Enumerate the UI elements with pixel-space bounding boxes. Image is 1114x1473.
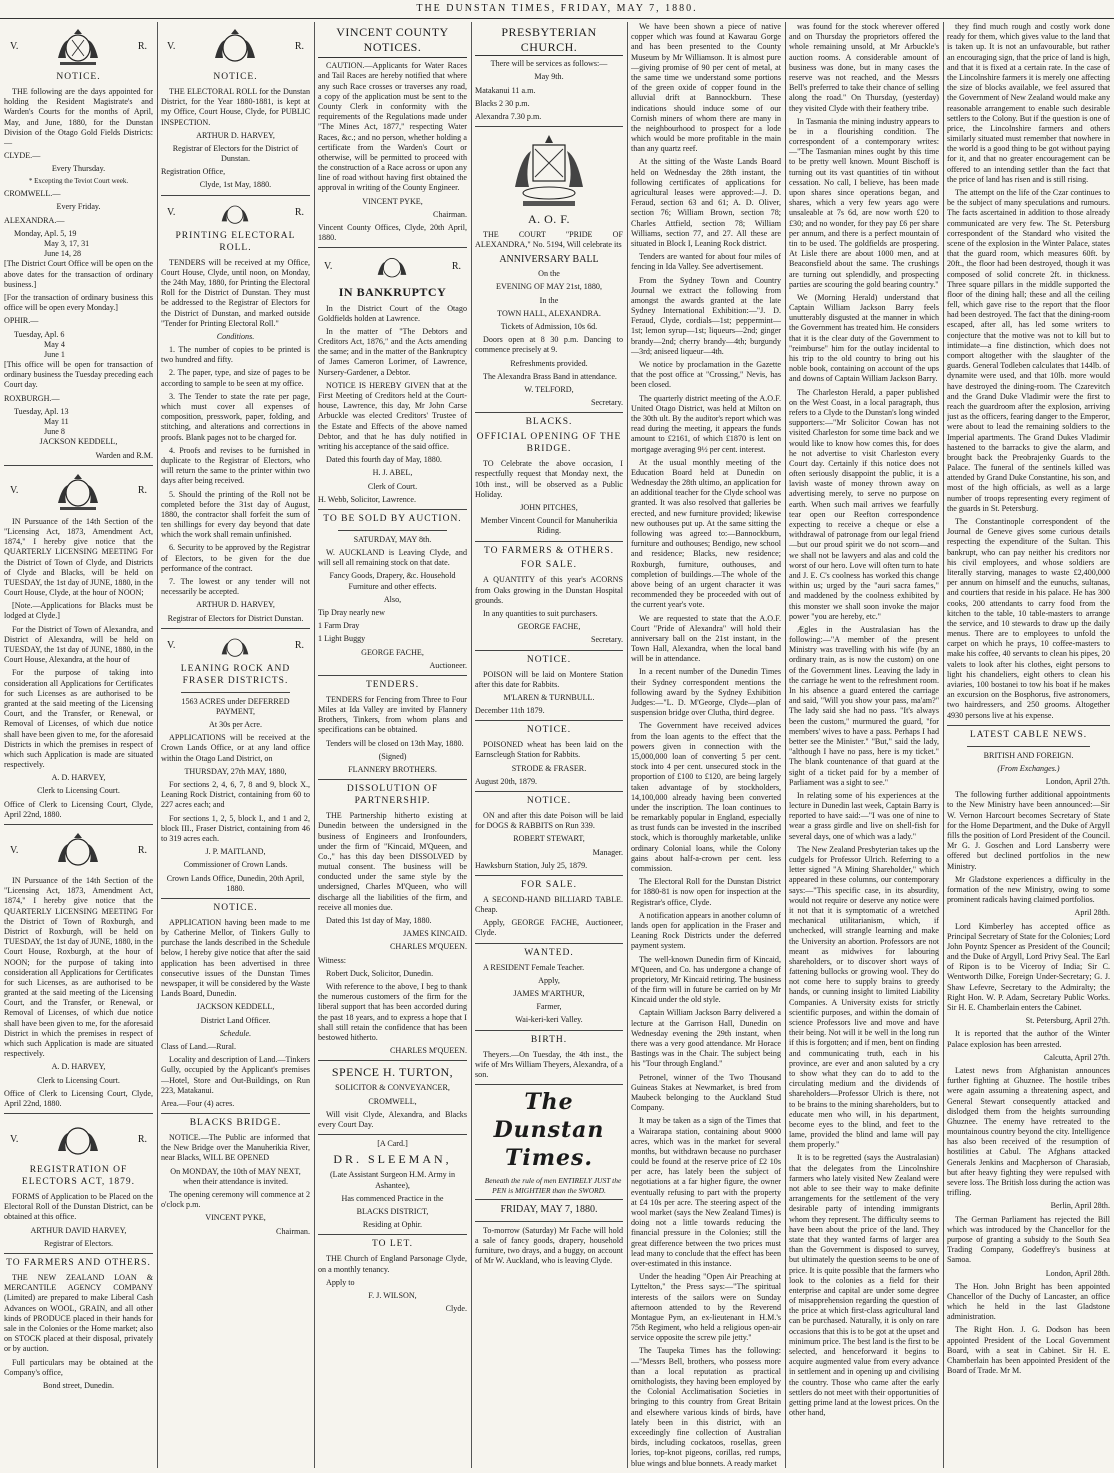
news-paragraph: The Taupeka Times has the following:—"Messrs Bell, brothers, who possess more than a local reputation as practical ornithologists, they having been employed by the Colonial Acclimatisation Societies in bringing to this country from Great Britain and elsewhere various kinds of birds, have lately been in this district, with an exceedingly fine collection of Australian birds, including cockatoos, rosellas, green lories, top-knot pigeons, corillas, red rumps, blue wings and blue bonnets. A ready market (631, 1346, 781, 1468)
news-paragraph: Petronel, winner of the Two Thousand Guineas Stakes at Newmarket, is bred from Maubeck belonging to the Auckland Stud Company. (631, 1072, 781, 1113)
signature: J. P. MAITLAND, (205, 847, 266, 857)
bankruptcy-heading: IN BANKRUPTCY (338, 285, 447, 300)
signature: ARTHUR D. HARVEY, (196, 130, 275, 140)
cable-paragraph: Mr Gladstone experiences a difficulty in the formation of the new Ministry, owing to some prominent radicals having claimed portfolios. (947, 874, 1110, 905)
turton-heading: SPENCE H. TURTON, (331, 1065, 454, 1080)
crest-v: V. (167, 40, 176, 52)
cable-source: (From Exchanges.) (997, 763, 1060, 773)
signature: VINCENT PYKE, (362, 196, 423, 206)
thanks-notice: With reference to the above, I beg to thank the numerous customers of the firm for the liberal support that has been accorded during the past 18 years, and to express a hope that I shall still retain the confidence that has been bestowed hitherto. (318, 981, 467, 1042)
cable-paragraph: Latest news from Afghanistan announces further fighting at Ghuznee. The hostile tribes were again assuming a threatening aspect, and General Stewart consequently attacked and dislodged them from the heights surrounding Ghuznee. The enemy have retreated to the mountainous country beyond the city. Intelligence has also been received of the resumption of hostilities at Cabul. The Afghans attacked Generals Jenkins and Macpherson of Charasiab, but after heavy fighting they were repulsed with severe loss. The British loss during the action was trifling. (947, 1065, 1110, 1198)
loan-agency-notice: THE NEW ZEALAND LOAN & MERCANTILE AGENCY COMPANY (Limited) are prepared to make Liberal Cash Advances on WOOL, GRAIN, and all other kinds of PRODUCE placed in their hands for sale in the Colonies or the Home market; also on STOCK placed at their disposal, privately or by auction. (4, 1273, 153, 1354)
schedule-row: Tuesday, Apl. 13 (14, 406, 69, 416)
royal-coat-of-arms-icon (52, 1119, 104, 1161)
crest-v: V. (324, 261, 333, 273)
royal-coat-of-arms-icon (52, 830, 104, 872)
notice-date: December 11th 1879. (475, 706, 545, 716)
royal-crest (167, 25, 304, 69)
news-paragraph: It is to be regretted (says the Australasian) that the delegates from the Lincolnshire farmers who lately visited New Zealand were not able to see their way to make definite arrangements for the settlement of the very desirable party of intending immigrants whom they represent. The difficulty seems to have been about the price of the land. They state that they wanted farms of larger area than the Government is disposed to survey, but ultimately the question seems to be one of price. It is quite possible that the farmers who look to the colonies as a field for their enterprise and capital are under some degree of misapprehension regarding the question of the price at which first-class agricultural land can be purchased. Naturally, it is only on rare occasions that this is to be got at the upset and minimum price. The best land is the first to be selected, and henceforward it begins to acquire augmented value from every advance in settlement and in opening up and civilising the country. Those who came after the early settlers do not meet with their opportunities of getting prime land at the lowest prices. On the other hand, (789, 1153, 939, 1418)
notice-heading: NOTICE. (526, 796, 572, 807)
crest-r: R. (137, 1133, 147, 1145)
news-paragraph: At the sitting of the Waste Lands Board held on Wednesday the 28th instant, the following certificates of applications for agricultural leases were approved:—J. D. Feraud, section 63 and 61; A. D. Oliver, section 76; William Brown, section 78; Charles Attfield, section 78; William Williams, section 77, and 27. All these are situated in Block I, Leaning Rock district. (631, 157, 781, 248)
newspaper-motto: Beneath the rule of men ENTIRELY JUST the PEN is MIGHTIER than the SWORD. (484, 1176, 622, 1195)
news-paragraph: We have been shown a piece of native copper which was found at Kawarau Gorge and has been presented to the County Museum by Mr Williamson. It is almost pure—giving promise of 90 per cent of metal, at the same time we understand some portions of the green oxide of copper found in the alluvial drift at Bannockburn. These indications should induce some of our Cornish miners of whom there are many in the neighbourhood to prospect for a lode which would be more profitable in the main than any quartz reef. (631, 22, 781, 154)
news-paragraph: We (Morning Herald) understand that Captain William Jackson Barry feels unutterably disgusted at the manner in which the Government has treated him. He considers that it is the clear duty of the Government to "reimburse" him for the outlay incidental to his trip to the old country to bring out his noble book, containing on account of the ups and downs of Captain William Jackson Barry. (789, 292, 939, 384)
for-sale-heading: FOR SALE. (521, 560, 577, 571)
poisoned-wheat-notice: POISONED wheat has been laid on the Earnscleugh Station for Rabbits. (475, 740, 623, 760)
auction-item: Tip Dray nearly new (318, 607, 385, 617)
doctor-sub: (Late Assistant Surgeon H.M. Army in Ashantee), (329, 1170, 456, 1190)
roxburgh-schedule (14, 407, 153, 438)
service-row: Matakanui 11 a.m. (475, 85, 536, 95)
news-paragraph: was found for the stock wherever offered and on Thursday the proprietors offered the whole remaining unsold, at Mr Arbuckle's auction rooms. A considerable amount of business was done, but in many cases the reserve was not reached, and the Messrs Bell's preferred to take their chance of selling along the road." On Thursday, (yesterday) they visited Clyde with their feathery tribe. (789, 22, 939, 113)
acreage-line: 1563 ACRES under DEFERRED PAYMENT, (181, 696, 290, 716)
notice-heading: NOTICE. (213, 902, 258, 913)
news-paragraph: The Charleston Herald, a paper published on the West Coast, in a local paragraph, thus refers to a Clyde to the Dunstan's long winded supporters:—"Mr Solicitor Cowan has not visited Charleston for some time back and we would like to know how comes this, for does he not advertise to visit Charleston every Court day. Certainly if this notice does not often seriously disappoint the public, it is a lavish waste of money thrown away on advertising merely, to serve no purpose on earth. When such mail arrives we fearfully tear open our Reefton correspondence expecting to receive a cheque or else a withdrawal of patronage from our legal friend—but our proud spirit we do not scorn—and we shall not be lawyers and alas and cold the worst of our hero. Love will often turn to hate and J. E. C's coolness has worked this change within us; urged by the "auri sacra fames," and maddened by the coolness exhibited by this monster we shall soon invoke the major power "you are hereby, etc." (789, 387, 939, 621)
royal-coat-of-arms-icon (52, 26, 104, 68)
schedule-row: June 8 (44, 427, 65, 437)
alexandra-note-2: [For the transaction of ordinary business this office will be open every Monday.] (4, 292, 153, 313)
auction-items: Fancy Goods, Drapery, &c. Household Furniture and other effects. (329, 571, 456, 591)
schedule-line: Locality and description of Land.—Tinkers Gully, occupied by the Applicant's premises—Hotel, Store and Out-Buildings, on Run 223, Matakanui. (161, 1055, 310, 1095)
column-rule (627, 22, 628, 1468)
doctor-practice: Has commenced Practice in the (341, 1193, 444, 1203)
news-paragraph: Tenders are wanted for about four miles of fencing in Ida Valley. See advertisement. (631, 252, 781, 272)
schedule-row: June 1 (44, 349, 65, 359)
aof-on: On the (538, 269, 560, 279)
signature-title: Member Vincent Council for Manuherikia Riding. (480, 516, 618, 536)
bankruptcy-notice: NOTICE IS HEREBY GIVEN that at the First Meeting of Creditors held at the Court-house, Lawrence, this day, Mr John Carse Arbuckle was elected Creditors' Trustee of the Estate and Effects of the above named Debtor, and that he has duly notified in writing his acceptance of the said office. (318, 380, 467, 451)
notice-date: Clyde, 1st May, 1880. (199, 180, 272, 190)
clyde-schedule-note: * Excepting the Teviot Court week. (28, 177, 129, 186)
crest-r: R. (137, 40, 147, 52)
news-paragraph: A notification appears in another column of lands open for application in the Fraser and Leaning Rock Districts under the deferred payment system. (631, 910, 781, 951)
acorns-notice: A QUANTITY of this year's ACORNS from Oaks growing in the Dunstan Hospital grounds. (475, 575, 623, 605)
masthead: THE DUNSTAN TIMES, FRIDAY, MAY 7, 1880. (0, 0, 1114, 19)
wanted-heading: WANTED. (524, 947, 574, 958)
signature: ARTHUR DAVID HARVEY, (30, 1225, 127, 1235)
cable-paragraph: The following further additional appointments to the New Ministry have been announced:—Sir W. Vernon Harcourt becomes Secretary of State for the Home Department, and the Duke of Argyll fills the position of Lord President of the Council. Mr G. J. Goschen and Lord Lansberry were offered but declined portfolios in the new Ministry. (947, 790, 1110, 871)
signature: STRODE & FRASER. (511, 763, 587, 773)
notice-heading: NOTICE. (213, 72, 258, 82)
land-application-notice: APPLICATION having been made to me by Catherine Mellor, of Tinkers Gully to purchase the lands described in the Schedule below, I hereby give notice that after the said application has been advertised in three consecutive issues of the Dunstan Times newspaper, it will be considered by the Waste Lands Board, Dunedin. (161, 917, 310, 999)
licensing-purpose: For the purpose of taking into consideration all Applications for Certificates for such Licenses as are authorised to be granted at the said meeting of the Licensing Court, and the Transfer, or Renewal, or Removal of Licenses, of which due notice shall have been given to me, for the aforesaid Districts in which the premises in respect of which such Application is made are situated respectively. (4, 668, 153, 770)
column-rule (157, 22, 158, 1468)
column-7 (947, 22, 1110, 1468)
condition-item: 3. The Tender to state the rate per page, which must cover all expenses of composition, presswork, paper, folding, and stitching, and alterations and corrections in proofs. Blank pages not to be charged for. (161, 391, 310, 442)
news-paragraph: In Tasmania the mining industry appears to be in a flourishing condition. The correspondent of a contemporary writes:—"The Tasmanian mines ought by this time to be pretty well known. Mount Bischoff is turning out its vast quantities of tin without cessation. No call, I believe, has been made upon shares since operations began, and shares, which a very few years ago were unsaleable at 7s 6d, are now worth £20 to £30; and no wonder, for they pay £6 per share per annum, and there is a perfect mountain of tin to be used. The goldfields are prospering. At Lisle there are about 1000 men, and at Beaconsfield about the same. The crushings are turning out splendidly, and prospecting parties are scouring the gold bearing country." (789, 116, 939, 289)
crest-v: V. (167, 207, 176, 219)
schedule-line: Area.—Four (4) acres. (161, 1098, 235, 1108)
auction-item: 1 Farm Dray (318, 621, 360, 631)
notice-date: Hawksburn Station, July 25, 1879. (475, 860, 588, 870)
signature-title: Registrar of Electors for District Dunstan. (167, 613, 304, 623)
crest-r: R. (294, 640, 304, 652)
blacks-heading: BLACKS. (525, 417, 573, 428)
birth-notice: Theyers.—On Tuesday, the 4th inst., the wife of Mrs William Theyers, Alexandra, of a son. (475, 1049, 623, 1079)
aof-court: THE COURT "PRIDE OF ALEXANDRA," No. 5194, Will celebrate its (475, 230, 623, 250)
aof-tickets: Tickets of Admission, 10s 6d. (500, 321, 598, 331)
condition-item: 2. The paper, type, and size of pages to be according to sample to be seen at my office. (161, 368, 310, 388)
foresters-emblem-icon (509, 131, 589, 209)
licensing-alexandra: For the District of Town of Alexandra, and District of Alexandra, will be held on TUESDAY, the 1st day of JUNE, 1880, in the Court House, Alexandra, at the hour of (4, 624, 153, 665)
farmers-heading: TO FARMERS AND OTHERS. (6, 1258, 151, 1269)
bridge-ceremony: The opening ceremony will commence at 2 o'clock p.m. (161, 1189, 310, 1210)
service-row: Alexandra 7.30 p.m. (475, 111, 542, 121)
aof-refreshments: Refreshments provided. (510, 358, 588, 368)
town-alexandra: ALEXANDRA.— (4, 215, 65, 225)
applications-notice: APPLICATIONS will be received at the Crown Lands Office, or at any land office within the Otago Land District, on (161, 733, 310, 763)
news-paragraph: The Government have received advices from the loan agents to the effect that the powers given in connection with the 15,000,000 loan of converting 5 per cent. stock into 4 per cent. unsecured stock in the proportion of £100 to £120, are being largely taken advantage of by stockholders, 14,100,000 already having been converted under the inscription. The loan continues to be remarkably popular in England, especially as trust funds can be invested in the inscribed stock, which is thoroughly marketable, unlike ordinary Colonial loans, while the Colony gains about half-a-crown per cent. less commission. (631, 721, 781, 873)
royal-coat-of-arms-icon (52, 471, 104, 513)
crest-r: R. (137, 485, 147, 497)
notice-date: Office of Clerk to Licensing Court, Clyde, April 22nd, 1880. (4, 799, 153, 819)
aof-heading: A. O. F. (527, 212, 571, 227)
signature: ARTHUR D. HARVEY, (196, 600, 275, 610)
signature: M'LAREN & TURNBULL. (503, 692, 595, 702)
auction-item: 1 Light Buggy (318, 634, 366, 644)
bankruptcy-court: In the District Court of the Otago Goldfields holden at Lawrence. (318, 303, 467, 323)
town-clyde: CLYDE.— (4, 151, 41, 161)
notice-date: Dated this 1st day of May, 1880. (326, 916, 432, 926)
auction-date: SATURDAY, MAY 8th. (353, 534, 432, 544)
birth-heading: BIRTH. (530, 1034, 568, 1045)
column-4 (475, 22, 623, 1468)
court-days-notice: THE following are the days appointed for holding the Resident Magistrate's and Warden's Courts for the months of April, May, and June, 1880, for the Dunstan Division of the Otago Gold Fields Districts:— (4, 86, 153, 147)
news-paragraph: Captain William Jackson Barry delivered a lecture at the Garrison Hall, Dunedin on Wednesday evening the 29th instant, when there was a very good attendance. Mr Horace Bastings was in the Chair. The subject being his "Tour through England." (631, 1008, 781, 1069)
signature: JAMES KINCAID. (403, 929, 467, 939)
signature-title: Chairman. (433, 209, 467, 219)
signature-title: Chairman. (276, 1226, 310, 1236)
licensing-notice-clyde: IN Pursuance of the 14th Section of the "Licensing Act, 1873, Amendment Act, 1874," I hereby give notice that the QUARTERLY LICENSING MEETING For the District of Town of Clyde, and Districts of Clyde and Blacks, will be held on TUESDAY, the 1st day of JUNE, 1880, in the Court House, Clyde, at the hour of NOON; (4, 516, 153, 598)
royal-crest (10, 25, 147, 69)
news-paragraph: We notice by proclamation in the Gazette that the post office at "Crossing," Nevis, has been closed. (631, 360, 781, 390)
tenders-heading: TENDERS. (365, 679, 420, 690)
royal-coat-of-arms-icon (213, 200, 257, 228)
blacks-bridge-heading: BLACKS BRIDGE. (189, 1118, 282, 1129)
services-date: May 9th. (534, 72, 564, 82)
column-rule (471, 22, 472, 1468)
schedule-row: May 3, 17, 31 (44, 239, 90, 249)
farmers-heading: TO FARMERS & OTHERS. (484, 545, 614, 556)
aof-doors: Doors open at 8 30 p.m. Dancing to commence precisely at 9. (475, 335, 623, 355)
news-paragraph: We are requested to state that the A.O.F. Court "Pride of Alexandra" will hold their anniversary ball on the 21st instant, in the Town Hall, Alexandra, when the local band will be in attendance. (631, 613, 781, 664)
schedule-row: June 14, 28 (44, 249, 82, 259)
news-paragraph: The attempt on the life of the Czar continues to be the subject of many speculations and rumours. The facts ascertained in addition to those already communicated are very few. The St. Petersburg correspondent of the Standard who visited the scene of the explosion in the Winter Palace, states that the guard room, which measures 60ft. by 20ft., the floor had been destroyed, though it was composed of solid concrete 2ft. in thickness. Three square pillars in the middle supported the floor of the dining hall; these and all the ceiling fell, which gave rise to the report that the floor had been destroyed. The fact that the dining-room escaped, after all, has led some writers to conjecture that the motive was not to kill but to intimidate—a fine distinction, which does not comport altogether with the slaughter of the guards. General Todleben calculates that 144lb. of dynamite were used, and that 10lb. more would have destroyed the dining-room. The Czarevitch and the Grand Duke Vladimir were the first to reach the guardroom after the explosion, arriving just as the officers, fearing danger to the Emperor, were about to lead the remaining soldiers to the Imperial apartments. The Grand Dukes Vladimir hastened to the barracks to give the alarm, and brought back the Preobrajenky Guards to the Palace. The funeral of the sentinels killed was attended by Grand Duke Constantine, his son, and most of the high officials, as well as a large number of troops representing every regiment of the guards in St. Petersburg. (947, 188, 1110, 513)
signature: F. J. WILSON, (368, 1290, 417, 1300)
dissolution-heading: DISSOLUTION OF PARTNERSHIP. (346, 784, 439, 807)
news-paragraph: The quarterly district meeting of the A.O.F. United Otago District, was held at Milton on the 30th ult. By the auditor's report which was read during the meeting, it appears the funds amount to £2161, of which £1870 is lent on mortgage averaging 9½ per cent. interest. (631, 393, 781, 454)
loan-agency-notice-2: Full particulars may be obtained at the Company's office, (4, 1357, 153, 1377)
notice-heading: NOTICE. (56, 72, 101, 82)
signature-title: District Land Officer. (200, 1015, 271, 1025)
column-5 (631, 22, 781, 1468)
registration-notice: FORMS of Application to be Placed on the Electoral Roll of the Dunstan District, can be obtained at this office. (4, 1192, 153, 1222)
to-let-heading: TO LET. (372, 1239, 413, 1250)
cable-paragraph: Lord Kimberley has accepted office as Principal Secretary of State for the Colonies; Lord John Poyntz Spencer as President of the Council; and the Duke of Argyll, Lord Privy Seal. The Earl of Ripon is to be Viceroy of India; Sir C. Wentworth Dilke, Foreign Under-Secretary; G. J. Shaw Lefevre, Secretary to the Admiralty; the Right Hon. W. P. Adam, Secretary Public Works. Sir H. E. Chamberlain enters the Cabinet. (947, 921, 1110, 1013)
newspaper-title: The Dunstan Times. (493, 1089, 605, 1171)
witness-name: Robert Duck, Solicitor, Dunedin. (326, 968, 434, 978)
column-1 (4, 22, 153, 1468)
cable-paragraph: The Hon. John Bright has been appointed Chancellor of the Duchy of Lancaster, an office which he held in the last Gladstone administration. (947, 1281, 1110, 1322)
signature-title: Registrar of Electors for the District of Dunstan. (172, 143, 299, 164)
cable-news-heading: LATEST CABLE NEWS. (969, 729, 1088, 740)
royal-crest (10, 829, 147, 873)
news-paragraph: The well-known Dunedin firm of Kincaid, M'Queen, and Co. has undergone a change of proprietory, Mr Kincaid retiring. The business of the firm will in future be carried on by Mr Kincaid under the old style. (631, 954, 781, 1005)
signature: JAMES M'ARTHUR, (513, 988, 585, 998)
conditions-heading: Conditions. (216, 331, 255, 341)
signature: (Signed) (378, 751, 407, 761)
signature: JACKSON KEDDELL, (196, 1002, 275, 1012)
condition-item: 1. The number of copies to be printed is two hundred and fifty. (161, 345, 310, 365)
cable-dateline: London, April 28th. (1045, 1268, 1110, 1278)
auction-heading: TO BE SOLD BY AUCTION. (323, 513, 462, 524)
ophir-schedule (14, 330, 153, 361)
signature-title: Secretary. (590, 398, 623, 408)
signature-title: Secretary. (590, 635, 623, 645)
notice-date: Office of Clerk to Licensing Court, Clyde, April 22nd, 1880. (4, 1088, 153, 1108)
leaning-rock-heading: LEANING ROCK AND FRASER DISTRICTS. (180, 663, 291, 686)
cable-dateline: April 28th. (1074, 908, 1110, 918)
signature-title: Wai-keri-keri Valley. (515, 1015, 583, 1025)
services-line: There will be services as follows:— (490, 59, 608, 69)
signature: JACKSON KEDDELL, (39, 437, 118, 447)
news-paragraph: Ægles in the Australasian has the following:—"A member of the present Ministry was travelling with his wife (by an ordinary train, as is now the custom) on one of the Government lines. Leaving the lady in the carriage he went to the refreshment room. In his absence a guard entered the carriage and said, "Will you show your pass, ma'am?" The lady said she had no pass. "It's always been the custom," murmured the guard, "for members' wives to have a pass. Perhaps I had better see the Minister." "But," said the lady, "although I have no pass, here is my ticket." The blank countenance of that guard at the sight of a ticket paid for by a member of Parliament was a sight to see." (789, 624, 939, 787)
town-cromwell: CROMWELL.— (4, 189, 61, 199)
signature: JOHN PITCHES, (520, 502, 578, 512)
doctor-residence: Residing at Ophir. (362, 1220, 423, 1230)
royal-crest (10, 470, 147, 514)
column-rule (943, 22, 944, 1468)
news-paragraph: At the usual monthly meeting of the Education Board held at Dunedin on Wednesday the 28th ultimo, an application for an additional teacher for the Clyde school was granted. It was also resolved that galleries be erected, and new furniture provided; likewise new outhouses put up. At the same sitting the following was agreed to:—Bannockburn, furniture and outhouses; Bendigo, new school and residence; Blacks, new residence; Roxburgh, furniture, outhouses, and completion of buildings.—The whole of the above being of an urgent character it was recommended they be proceeded with out of the current year's vote. (631, 457, 781, 610)
loan-agency-address: Bond street, Dunedin. (42, 1380, 115, 1390)
opening-heading: OFFICIAL OPENING OF THE BRIDGE. (476, 432, 622, 455)
notice-heading: NOTICE. (526, 654, 572, 665)
aof-hall: TOWN HALL, ALEXANDRA. (497, 308, 601, 318)
clyde-schedule: Every Thursday. (51, 164, 106, 174)
local-news-lead: To-morrow (Saturday) Mr Fache will hold a sale of fancy goods, drapery, household furniture, two drays, and a buggy, on account of Mr W. Auckland, who is leaving Clyde. (475, 1225, 623, 1266)
crest-v: V. (10, 1133, 19, 1145)
crest-v: V. (10, 844, 19, 856)
schedule-line: Class of Land.—Rural. (161, 1041, 237, 1051)
teacher-wanted: A RESIDENT Female Teacher. (483, 962, 585, 972)
dogs-rabbits-notice: ON and after this date Poison will be laid for DOGS & RABBITS on Run 339. (475, 810, 623, 831)
alexandra-schedule (14, 229, 153, 260)
schedule-row: May 11 (44, 417, 69, 427)
cable-dateline: London, April 27th. (1045, 777, 1110, 787)
signature: CHARLES M'QUEEN. (389, 1046, 467, 1056)
signature: CHARLES M'QUEEN. (389, 942, 467, 952)
doctor-heading: DR. SLEEMAN, (333, 1152, 452, 1167)
news-paragraph: Under the heading "Open Air Preaching at Lyttelton," the Press says:—"The spiritual interests of the sailors were on Sunday afternoon attended to by the Reverend Montague Pym, an ex-lieutenant in H.M.'s 75th Regiment, who held a religious open-air service opposite the screw pile jetty." (631, 1272, 781, 1343)
bridge-notice: NOTICE.—The Public are informed that the New Bridge over the Manuherikia River, near Blacks, WILL BE OPENED (161, 1133, 310, 1163)
news-paragraph: The Electoral Roll for the Dunstan District for 1880-81 is now open for inspection at the Registrar's office, Clyde. (631, 877, 781, 907)
signature-title: Registrar of Electors. (44, 1238, 113, 1248)
cromwell-schedule: Every Friday. (56, 202, 101, 212)
apply-line: Apply, (538, 975, 560, 985)
signature: VINCENT PYKE, (205, 1213, 266, 1223)
notice-heading: NOTICE. (526, 725, 572, 736)
column-6 (789, 22, 939, 1468)
news-paragraph: From the Sydney Town and Country Journal we extract the following from amongst the awards granted at the late Sydney International Exhibition:—"J. D. Feraud, Clyde, cordials—1st; peppermint—1st; lemon syrup—1st; liqueurs—2nd; ginger brandy—2nd; cherry brandy—4th; burgundy—3rd; aniseed liqueur—4th. (631, 275, 781, 356)
signature-title: Clerk to Licensing Court. (37, 786, 120, 796)
schedule-row: Tuesday, Apl. 6 (14, 329, 65, 339)
royal-coat-of-arms-icon (370, 252, 414, 282)
printing-tender-notice: TENDERS will be received at my Office, Court House, Clyde, until noon, on Monday, the 24th May, 1880, for Printing the Electoral Roll for the District of Dunstan. They must be addressed to the Registrar of Electors for the District of Dunstan, and marked outside "Tender for Printing Electoral Roll." (161, 257, 310, 328)
notice-date: Vincent County Offices, Clyde, 20th April, 1880. (318, 223, 467, 243)
notice-date: Crown Lands Office, Dunedin, 20th April, 1880. (166, 873, 305, 893)
cable-paragraph: The Right Hon. J. G. Dodson has been appointed President of the Local Government Board, with a seat in Cabinet. Sir H. E. Chamberlain has been appointed President of the Board of Trade. Mr M. (947, 1325, 1110, 1376)
crest-r: R. (294, 40, 304, 52)
news-paragraph: they find much rough and costly work done ready for them, which gives value to the land that is taken up. It is not an unfavourable, but rather an encouraging sign, that the price of land is high, and that it is fixed at a certain rate. In the case of the Lincolnshire farmers it is merely one affecting the size of blocks available, we feel assured that the Government of New Zealand would make any reasonable arrangement to enable such desirable settlers to the Colony. But if the question is one of price, the Lincolnshire farmers and others similarly situated must remember that nowhere in the world is a good thing to be got without paying for it, and that no greater encouragement can be offered to an intending settler than the fact that the price of land has risen and is still rising. (947, 22, 1110, 184)
column-rule (314, 22, 315, 1468)
cable-dateline: Berlin, April 28th. (1050, 1201, 1110, 1211)
parsonage-notice: THE Church of England Parsonage Clyde, on a monthly tenancy. (318, 1254, 467, 1274)
schedule-row: Monday, Apl. 5, 19 (14, 228, 77, 238)
tender-close: Tenders will be closed on 13th May, 1880. (326, 738, 464, 748)
bankruptcy-matter: In the matter of "The Debtors and Creditors Act, 1876," and the Acts amending the same; and in the matter of the Bankruptcy of James Cameron Lorimer, of Lawrence, Nursery-Gardener, a Debtor. (318, 326, 467, 377)
news-paragraph: It may be taken as a sign of the Times that a Wairarapa station, containing about 9000 acres, which was in the market for several months, but withdrawn because no purchaser could be found at the reserve price of £2 10s per acre, has lately been the subject of negotiations at a far higher figure, the owner eventually refusing to part with the property at £4 10s per acre. The steering aspect of the wool market (says the New Zealand Times) is doing not a little towards reducing the financial pressure in the Colonies; still the great difference between the two prices must lead many to conclude that the effect has been over-estimated in this instance. (631, 1116, 781, 1268)
alexandra-note: [The District Court Office will be open on the above dates for the transaction of ordinary business.] (4, 259, 153, 289)
presbyterian-heading: PRESBYTERIAN CHURCH. (475, 25, 623, 56)
holiday-notice: TO Celebrate the above occasion, I respectfully request that Monday next, the 10th inst., will be observed as a Public Holiday. (475, 459, 623, 499)
signature: ROBERT STEWART, (513, 834, 585, 844)
acorns-quantities: In any quantities to suit purchasers. (483, 609, 598, 619)
fencing-tender: TENDERS for Fencing from Three to Four Miles at Ida Valley are invited by Flannery Brothers, Tinkers, from whom plans and specifications can be obtained. (318, 694, 467, 735)
billiard-apply: Apply, GEORGE FACHE, Auctioneer, Clyde. (475, 918, 623, 938)
signature: A. D. HARVEY, (51, 773, 106, 783)
signature-title: Commissioner of Crown Lands. (183, 860, 288, 870)
bridge-date: On MONDAY, the 10th of MAY NEXT, when their attendance is invited. (170, 1166, 301, 1186)
auction-notice: W. AUCKLAND is Leaving Clyde, and will sell all remaining stock on that date. (318, 548, 467, 568)
crest-v: V. (167, 640, 176, 652)
ophir-note: [This office will be open for transaction of ordinary business the Tuesday preceding each Court day. (4, 360, 153, 390)
price-line: At 30s per Acre. (208, 720, 263, 730)
news-paragraph: In relating some of his experiences at the lecture in Dunedin last week, Captain Barry is reported to have said:—"I was one of nine to wear a grass girdle and live on shell-fish for several days, one of which was a lady." (789, 790, 939, 841)
crest-v: V. (10, 40, 19, 52)
cable-dateline: Calcutta, April 27th. (1043, 1052, 1110, 1062)
news-paragraph: The Constantinople correspondent of the Journal de Geneve gives some curious details respecting the expenditure of the Sultan. This bankrupt, who can pay neither his creditors nor his civil employees, and whose soldiers are literally starving, manages to waste £2,400,000 per annum on himself and the eunuchs, sultanas, and courtiers that reside in his palace. He has 300 cooks, 200 attendants to carry food from the kitchen to the table, 10 table-masters to arrange the service, and 10 stewards to draw up the daily menus. There are to employees to unfold the carpet on which he prays, 10 coffee-masters to make his coffee, 40 servants to clean his pipes, 20 valets to look after his clothes, eight persons to light his chandeliers, eight others to clean his aviaries, 100 bostanei to tow his boat if he makes an excursion on the Bosphorus, five astronomers, two hairdressers, and 250 grooms. Altogether 4930 persons live at his expense. (947, 517, 1110, 720)
crest-r: R. (137, 844, 147, 856)
crest-r: R. (451, 261, 461, 273)
cable-dateline: St. Petersburg, April 27th. (1025, 1016, 1110, 1026)
town-ophir: OPHIR.— (4, 316, 39, 326)
water-races-caution: CAUTION.—Applicants for Water Races and Tail Races are hereby notified that where any such Race crosses or traverses any road, a copy of the application must be sent to the County Clerk in conformity with the requirements of the Regulations made under "The Mines Act, 1877," respecting Water Races, &c.; and no person, whether holding a certificate from the Warden's Court or otherwise, will be permitted to proceed with the construction of a Race across or upon any line of road without having first obtained the approval in writing of the County Engineer. (318, 61, 467, 193)
vincent-county-heading: VINCENT COUNTY NOTICES. (318, 25, 467, 58)
solicitor-line: H. Webb, Solicitor, Lawrence. (318, 494, 416, 504)
signature-title: Farmer, (536, 1002, 562, 1012)
doctor-district: BLACKS DISTRICT, (356, 1206, 429, 1216)
signature: A. D. HARVEY, (51, 1062, 106, 1072)
signature: W. TELFORD, (524, 384, 574, 394)
electoral-roll-notice: THE ELECTORAL ROLL for the Dunstan District, for the Year 1880-1881, is kept at my Office, Court House, Clyde, for PUBLIC INSPECTION. (161, 86, 310, 127)
signature-title: Clerk of Court. (367, 481, 418, 491)
royal-crest (167, 200, 304, 228)
royal-crest (324, 252, 461, 282)
for-sale-heading: FOR SALE. (521, 879, 577, 890)
billiard-table-notice: A SECOND-HAND BILLIARD TABLE. Cheap. (475, 894, 623, 915)
aof-band: The Alexandra Brass Band in attendance. (483, 371, 617, 381)
condition-item: 4. Proofs and revises to be furnished in duplicate to the Registrar of Electors, who will return the same to the printer within two days after being received. (161, 445, 310, 486)
licensing-note: [Note.—Applications for Blacks must be lodged at Clyde.] (4, 601, 153, 621)
application-date: THURSDAY, 27th MAY, 1880, (184, 766, 287, 776)
signature: H. J. ABEL, (372, 468, 413, 478)
condition-item: 5. Should the printing of the Roll not be completed before the 31st day of August, 1880, the contractor shall forfeit the sum of ten shillings for every day beyond that date which the work shall remain unfinished. (161, 489, 310, 540)
royal-crest (10, 1118, 147, 1162)
column-3 (318, 22, 467, 1468)
crest-v: V. (10, 485, 19, 497)
news-paragraph: In a recent number of the Dunedin Times their Sydney correspondent mentions the following award by the Sydney Exhibition Judges:—"L. D. M'George, Clyde—plan of suspension bridge over Clutha, third degree. (631, 667, 781, 718)
signature-title: Auctioneer. (429, 660, 467, 670)
condition-item: 7. The lowest or any tender will not necessarily be accepted. (161, 577, 310, 597)
cable-subheading: BRITISH AND FOREIGN. (983, 750, 1074, 760)
signature: GEORGE FACHE, (517, 622, 581, 632)
royal-crest (167, 633, 304, 661)
cable-paragraph: It is reported that the author of the Winter Palace explosion has been arrested. (947, 1029, 1110, 1049)
cable-paragraph: The German Parliament has rejected the Bill which was introduced by the Chancellor for the purpose of granting a subsidy to the South Sea Trading Company, Godeffrey's business at Samoa. (947, 1214, 1110, 1265)
schedule-heading: Schedule. (219, 1028, 252, 1038)
foresters-emblem (475, 131, 623, 209)
registration-heading: REGISTRATION OF ELECTORS ACT, 1879. (21, 1165, 136, 1188)
column-2 (161, 22, 310, 1468)
notice-date: Dated this fourth day of May, 1880. (326, 455, 442, 465)
column-rule (785, 22, 786, 1468)
card-label: [A Card.] (377, 1139, 408, 1149)
signature-title: Warden and R.M. (95, 450, 153, 460)
notice-date: Registration Office, (161, 167, 226, 177)
printing-roll-heading: PRINTING ELECTORAL ROLL. (175, 230, 296, 253)
royal-coat-of-arms-icon (209, 26, 261, 68)
poison-notice: POISON will be laid on Montere Station after this date for Rabbits. (475, 669, 623, 689)
aof-in: In the (539, 295, 559, 305)
sections-block-i: For sections 1, 2, 5, block I., and 1 and 2, block III., Fraser District, containing from 46 to 319 acres each. (161, 813, 310, 843)
issue-date: FRIDAY, MAY 7, 1880. (500, 1204, 598, 1216)
signature: FLANNERY BROTHERS. (348, 765, 437, 775)
signature: GEORGE FACHE, (361, 647, 424, 657)
news-paragraph: The New Zealand Presbyterian takes up the cudgels for Professor Ulrich. Referring to a letter signed "A Mining Shareholder," which appeared in these columns, our contemporary says:—"This specific case, in its absurdity, would not require or deserve any notice were it not that it is symptomatic of a wretched mechanical utilitarianism, which, if unchecked, will strangle learning and make the University an abortion. Professors are not meant as midwives for labouring shareholders, or to discover short ways of fattening bullocks or growing wool. They do not come here to supply brains to greedy hands, or cunning insight to limited Liability Companies. A University exists for strictly scientific purposes, and within the domain of science Professors live and move and have their being. Not will it be well in the long run if this is forgotten; and if men, bent on finding and communicating truth, each in his province, are ever and anon saluted by a cry to show what they can do to add to the circulating medium and the dividends of shareholders—Professor Ulrich is there, not to be brains to the mining shareholders, but to educate men who will, in his department, become eyes to the blind, and feet to the lame, provided the blind and lame will pay them properly." (789, 844, 939, 1150)
signature-title: Clyde. (445, 1304, 467, 1314)
aof-date: EVENING OF MAY 21st, 1880, (496, 282, 602, 292)
royal-coat-of-arms-icon (213, 633, 257, 661)
aof-ball: ANNIVERSARY BALL (499, 253, 599, 265)
town-roxburgh: ROXBURGH.— (4, 393, 60, 403)
auction-also: Also, (383, 594, 402, 604)
turton-profession: SOLICITOR & CONVEYANCER, (335, 1083, 450, 1093)
notice-date: August 20th, 1879. (475, 776, 538, 786)
dissolution-notice: THE Partnership hitherto existing at Dunedin between the undersigned in the business of Engineers and Ironfounders, under the firm of "Kincaid, M'Queen, and Co.," has this day been DISSOLVED by mutual consent. The business will be conducted under the same style by the undersigned, Charles M'Queen, who will discharge all the liabilities of the firm, and receive all monies due. (318, 811, 467, 912)
crest-r: R. (294, 207, 304, 219)
service-row: Blacks 2 30 p.m. (475, 98, 530, 108)
sections-block-x: For sections 2, 4, 6, 7, 8 and 9, block X., Leaning Rock District, containing from 60 to 227 acres each; and (161, 780, 310, 810)
schedule-row: May 4 (44, 339, 65, 349)
signature-title: Clerk to Licensing Court. (37, 1075, 120, 1085)
apply-line: Apply to (326, 1277, 355, 1287)
signature-title: Manager. (592, 847, 623, 857)
witness: Witness: (318, 955, 346, 965)
turton-visits: Will visit Clyde, Alexandra, and Blacks every Court Day. (318, 1109, 467, 1129)
licensing-notice-roxburgh: IN Pursuance of the 14th Section of the "Licensing Act, 1873, Amendment Act, 1874," I hereby give notice that the QUARTERLY LICENSING MEETING For the District of Town of Roxburgh, and District of Roxburgh, will be held on TUESDAY, the 1st day of JUNE, 1880, in the Court House, Roxburgh, at the hour of NOON; for the purpose of taking into consideration all Applications for Certificates for such Licenses, as are authorised to be granted at the said meeting of the Licensing Court, and the Transfer, or Renewal, or Removal of Licenses, of which due notice shall have been given to me, for the aforesaid District in which the premises in respect of which such Application is made are situated respectively. (4, 876, 153, 1059)
turton-town: CROMWELL, (368, 1096, 417, 1106)
condition-item: 6. Security to be approved by the Registrar of Electors, to be given for the due performance of the contract. (161, 543, 310, 573)
